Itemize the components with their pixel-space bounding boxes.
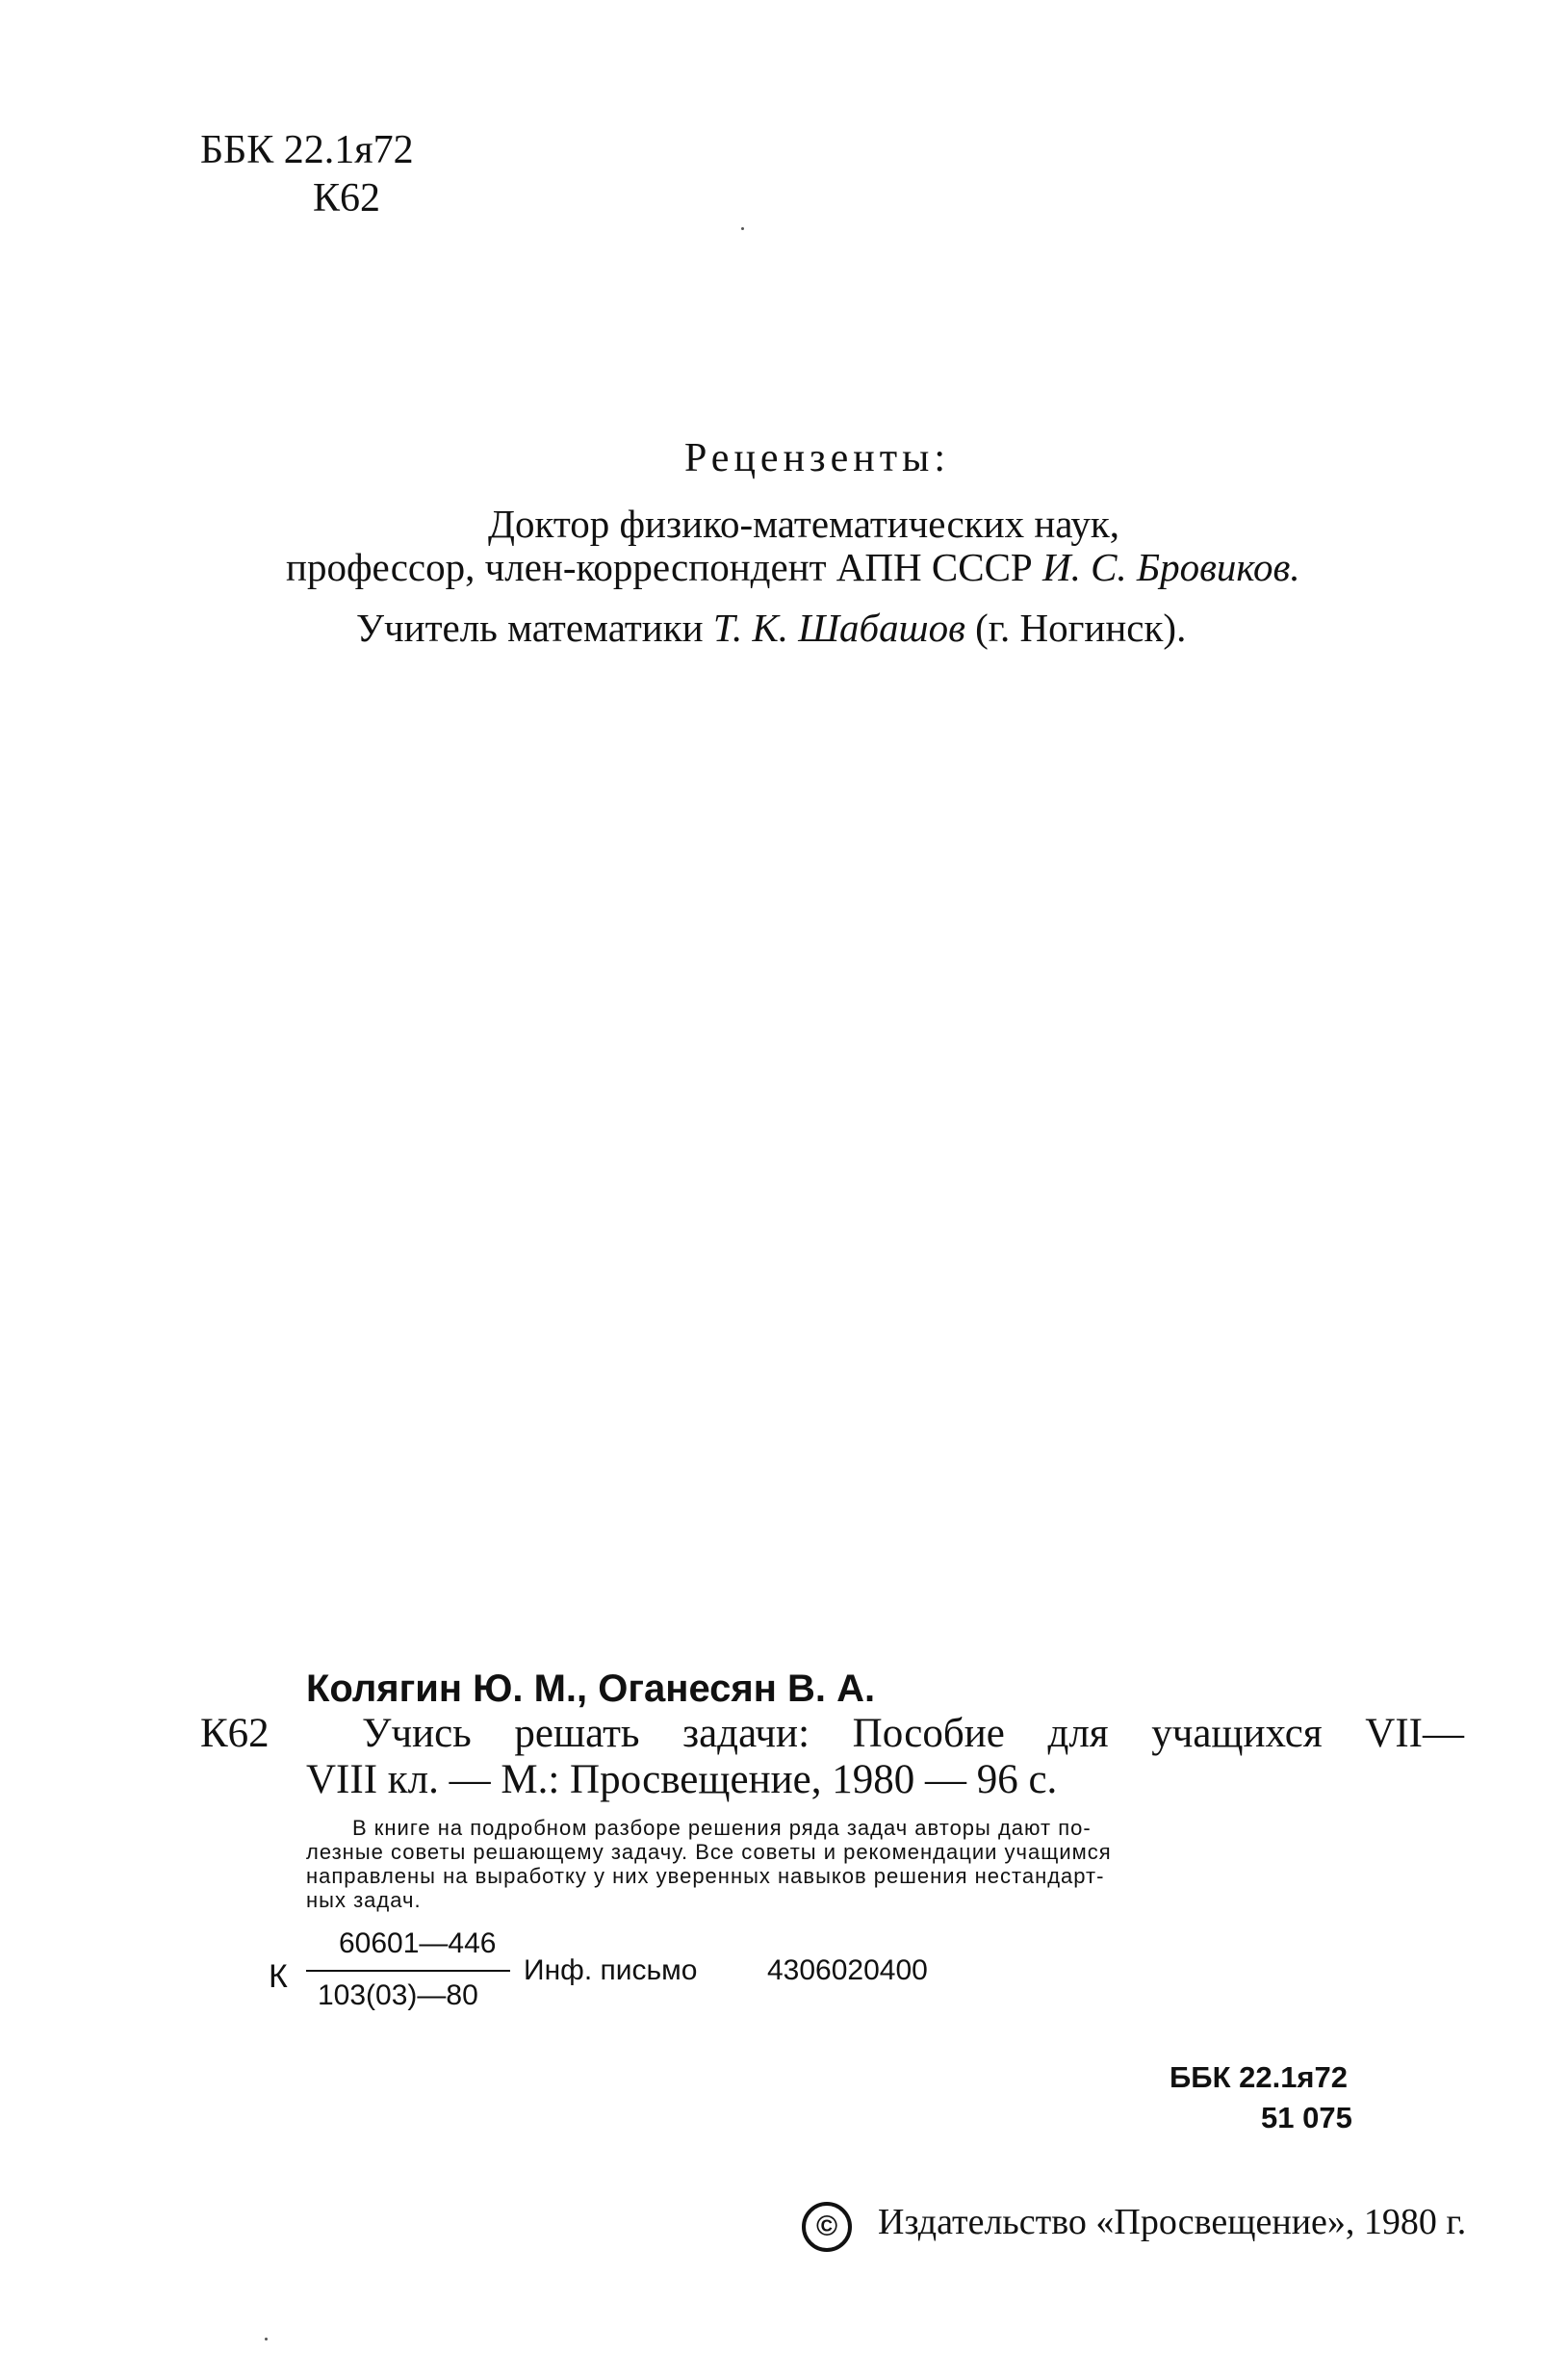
reviewer-line-2 — [286, 544, 1300, 590]
card-abstract-line-2: лезные советы решающему задачу. Все советы и рекомендации учащимся — [306, 1840, 1112, 1864]
reviewer-2-position: Учитель математики — [356, 606, 704, 650]
scan-speck — [741, 227, 744, 230]
index-denominator: 103(03)—80 — [318, 1979, 478, 2011]
reviewer-1-position: профессор, член-корреспондент АПН СССР — [286, 545, 1033, 589]
card-title-line-1: Учись решать задачи: Пособие для учащихся VII— — [362, 1711, 1464, 1756]
card-title-line-2: VIII кл. — М.: Просвещение, 1980 — 96 с. — [306, 1757, 1058, 1802]
reviewer-line-3 — [356, 605, 1186, 651]
card-abstract-line-1: В книге на подробном разборе решения ряда задач авторы дают по- — [352, 1816, 1092, 1840]
scan-speck — [265, 2338, 268, 2340]
bbk-code-top: ББК 22.1я72 — [200, 128, 414, 172]
card-authors: Колягин Ю. М., Оганесян В. А. — [306, 1668, 876, 1710]
author-mark-top: К62 — [313, 176, 381, 220]
card-abstract-line-3: направлены на выработку у них уверенных навыков решения нестандарт- — [306, 1864, 1105, 1888]
card-bbk-code: ББК 22.1я72 — [1170, 2060, 1349, 2094]
index-letter: К — [269, 1958, 288, 1995]
reviewer-2-name: Т. К. Шабашов — [712, 606, 965, 650]
reviewers-title: Рецензенты: — [684, 436, 950, 480]
letter-label: Инф. письмо — [524, 1954, 698, 1986]
fraction-bar — [306, 1970, 510, 1972]
card-author-mark: К62 — [200, 1711, 270, 1756]
reviewer-1-name: И. С. Бровиков. — [1041, 545, 1300, 589]
card-abstract-line-4: ных задач. — [306, 1888, 422, 1912]
index-numerator: 60601—446 — [339, 1927, 497, 1959]
reviewer-line-1: Доктор физико-математических наук, — [488, 502, 1120, 546]
copyright-icon: © — [802, 2202, 852, 2252]
letter-number: 4306020400 — [767, 1954, 928, 1986]
card-bbk-number: 51 075 — [1261, 2101, 1352, 2134]
copyright-text: Издательство «Просвещение», 1980 г. — [878, 2202, 1467, 2242]
reviewer-2-city: (г. Ногинск). — [975, 606, 1187, 650]
